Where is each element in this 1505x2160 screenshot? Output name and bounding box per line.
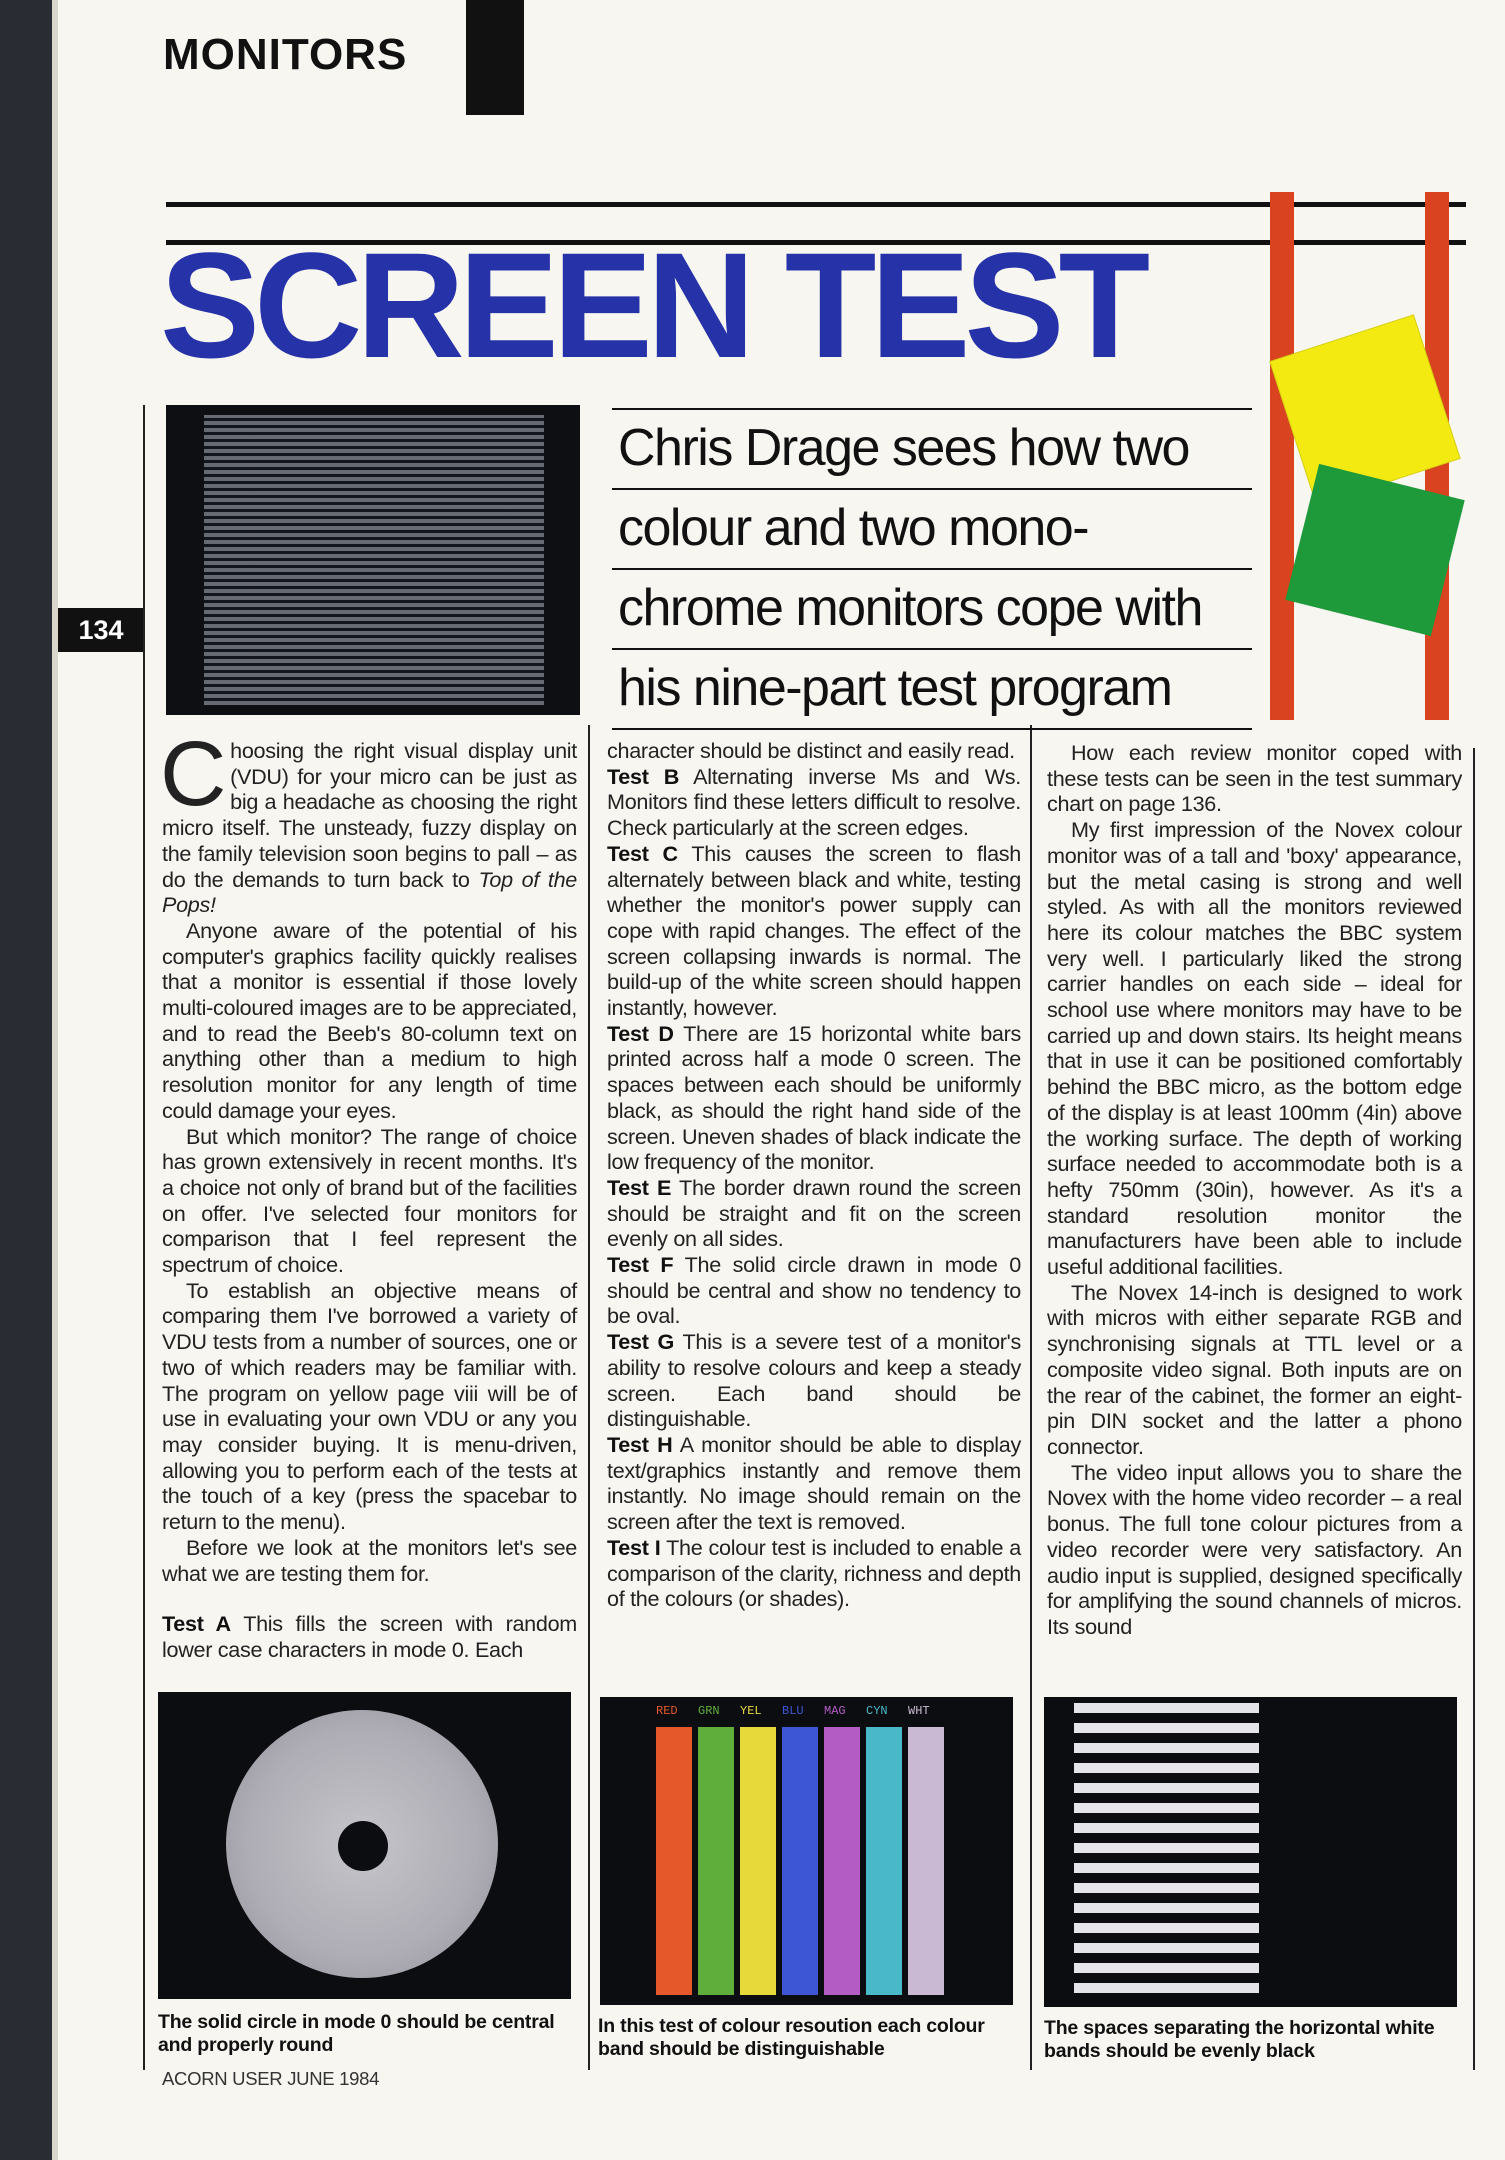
body-column-3 <box>1047 740 1462 1640</box>
test-paragraph <box>607 1021 1021 1175</box>
white-bar <box>1074 1763 1259 1773</box>
test-label: Test E <box>607 1174 672 1200</box>
test-text: This causes the screen to flash alternately between black and white, testing whether the monitor's power supply can cope with rapid changes. The effect of the screen collapsing inwards is normal. The build-up of the white screen should happen instantly, however. <box>607 840 1021 1021</box>
white-bar <box>1074 1883 1259 1893</box>
white-bar <box>1074 1823 1259 1833</box>
test-paragraph <box>607 1535 1021 1612</box>
white-bar <box>1074 1743 1259 1753</box>
white-bar <box>1074 1903 1259 1913</box>
colour-band <box>656 1727 692 1995</box>
body-paragraph: The Novex 14-inch is designed to work with micros with either separate RGB and synchronising signals at TTL level or a composite video signal. Both inputs are on the rear of the cabinet, the former an eight-pin DIN socket and the latter a phono connector. <box>1047 1279 1462 1459</box>
section-black-block <box>466 0 524 115</box>
test-text: The solid circle drawn in mode 0 should be central and show no tendency to be oval. <box>607 1252 1021 1329</box>
colour-band-label: GRN <box>698 1704 720 1718</box>
standfirst-line: Chris Drage sees how two <box>612 408 1252 488</box>
body-paragraph: To establish an objective means of comparing them I've borrowed a variety of VDU tests from a number of sources, one or two of which readers may be familiar with. The program on yellow page viii will be of use in evaluating your own VDU or any you may consider buying. It is menu-driven, allowing you to perform each of the tests at the touch of a key (press the spacebar to return to the menu). <box>162 1277 577 1535</box>
page-number: 134 <box>58 608 144 652</box>
test-label: Test D <box>607 1020 674 1046</box>
white-bar <box>1074 1863 1259 1873</box>
white-bar <box>1074 1983 1259 1993</box>
random-characters-display <box>204 415 544 705</box>
paragraph-gap <box>162 1586 577 1611</box>
white-bars-photo <box>1044 1697 1457 2007</box>
test-paragraph <box>607 1252 1021 1329</box>
italic-title: Top of the Pops! <box>162 866 578 918</box>
test-paragraph <box>607 841 1021 1021</box>
body-paragraph: The video input allows you to share the Novex with the home video recorder – a real bonus. The full tone colour pictures from a video recorder were very satisfactory. An audio input is supplied, designed specifically for amplifying the sound channels of micros. Its sound <box>1047 1459 1462 1639</box>
body-paragraph: Before we look at the monitors let's see what we are testing them for. <box>162 1534 577 1586</box>
test-text: The colour test is included to enable a comparison of the clarity, richness and depth of the colours (or shades). <box>607 1534 1021 1612</box>
paragraph-text: hoosing the right visual display unit (VDU) for your micro can be just as big a headache as choosing the right micro itself. The unsteady, fuzzy display on the family television soon begins to pall – as do the demands to turn back to <box>162 738 577 892</box>
article-title: SCREEN TEST <box>160 221 1145 389</box>
test-text: This is a severe test of a monitor's ability to resolve colours and keep a steady screen. Each band should be distinguishable. <box>607 1329 1022 1432</box>
colour-band <box>908 1727 944 1995</box>
colour-band <box>740 1727 776 1995</box>
colour-band-label: MAG <box>824 1704 846 1718</box>
colour-band <box>866 1727 902 1995</box>
column-rule-1 <box>588 725 590 2070</box>
drop-cap: C <box>160 723 227 825</box>
test-text: This fills the screen with random lower case characters in mode 0. Each <box>162 1611 577 1662</box>
colour-band-label: YEL <box>740 1704 762 1718</box>
white-bar <box>1074 1783 1259 1793</box>
photo-caption: In this test of colour resoution each colour band should be distinguishable <box>598 2015 985 2060</box>
body-paragraph: But which monitor? The range of choice has grown extensively in recent months. It's a choice not only of brand but of the facilities on offer. I've selected four monitors for comparison that I feel represent the spectrum of choice. <box>162 1123 577 1278</box>
test-paragraph <box>162 1611 577 1662</box>
white-bar <box>1074 1843 1259 1853</box>
body-paragraph: Anyone aware of the potential of his computer's graphics facility quickly realises that a monitor is essential if those lovely multi-coloured images are to be appreciated, and to read the Beeb's 80-column text on anything other than a medium to high resolution monitor for any length of time could damage your eyes. <box>162 917 577 1123</box>
test-label: Test H <box>607 1431 673 1457</box>
colour-band-label: RED <box>656 1704 678 1718</box>
column-rule-right <box>1473 748 1475 2070</box>
body-column-1 <box>160 723 578 1663</box>
red-bar-left <box>1270 192 1294 720</box>
test-text: Alternating inverse Ms and Ws. Monitors find these letters difficult to resolve. Check particularly at the screen edges. <box>607 763 1022 841</box>
test-label: Test I <box>607 1534 661 1560</box>
column-rule-2 <box>1030 725 1032 2070</box>
white-bar <box>1074 1723 1259 1733</box>
test-paragraph <box>607 1432 1021 1535</box>
standfirst-line: colour and two mono- <box>612 488 1252 568</box>
standfirst-line: his nine-part test program <box>612 648 1252 730</box>
test-text: The border drawn round the screen should be straight and fit on the screen evenly on all sides. <box>607 1174 1021 1252</box>
white-bar <box>1074 1943 1259 1953</box>
colour-bands-photo <box>600 1697 1013 2005</box>
test-label: Test A <box>162 1611 231 1637</box>
photo-caption: The spaces separating the horizontal white bands should be evenly black <box>1044 2017 1435 2062</box>
page-spine <box>0 0 52 2160</box>
test-paragraph <box>607 1329 1021 1432</box>
test-text: A monitor should be able to display text/graphics instantly and remove them instantly. No image should remain on the screen after the text is removed. <box>607 1431 1022 1535</box>
section-label: MONITORS <box>163 30 408 79</box>
colour-band <box>782 1727 818 1995</box>
intro-paragraph <box>160 723 578 918</box>
body-paragraph: How each review monitor coped with these tests can be seen in the test summary chart on page 136. <box>1047 740 1462 817</box>
white-bar <box>1074 1703 1259 1713</box>
column-rule-left <box>143 405 145 2070</box>
test-paragraph <box>607 1175 1021 1252</box>
circle-test-photo <box>158 1692 571 1999</box>
circle-centre-hole <box>338 1821 388 1871</box>
test-a-screen-photo <box>166 405 580 715</box>
photo-caption: The solid circle in mode 0 should be central and properly round <box>158 2011 555 2056</box>
colour-band-label: WHT <box>908 1704 930 1718</box>
test-label: Test F <box>607 1252 674 1278</box>
solid-circle-display <box>226 1710 498 1978</box>
magazine-footer: ACORN USER JUNE 1984 <box>162 2068 380 2089</box>
white-bar <box>1074 1803 1259 1813</box>
colour-band <box>824 1727 860 1995</box>
test-text: There are 15 horizontal white bars printed across half a mode 0 screen. The spaces between each should be uniformly black, as should the right hand side of the screen. Uneven shades of black indicate the low frequency of the monitor. <box>607 1020 1022 1175</box>
colour-band-label: BLU <box>782 1704 804 1718</box>
white-bar <box>1074 1923 1259 1933</box>
standfirst-line: chrome monitors cope with <box>612 568 1252 648</box>
test-label: Test G <box>607 1329 674 1355</box>
body-column-2 <box>607 738 1021 1612</box>
colour-band <box>698 1727 734 1995</box>
standfirst <box>612 408 1252 730</box>
white-bar <box>1074 1963 1259 1973</box>
colour-band-label: CYN <box>866 1704 888 1718</box>
test-label: Test B <box>607 763 680 789</box>
body-paragraph: character should be distinct and easily read. <box>607 738 1015 763</box>
page-spine-edge <box>52 0 58 2160</box>
test-paragraph <box>607 764 1021 841</box>
body-paragraph: My first impression of the Novex colour monitor was of a tall and 'boxy' appearance, but the metal casing is strong and well styled. As with all the monitors reviewed here its colour matches the BBC system very well. I particularly liked the strong carrier handles on each side – ideal for school use where monitors may have to be carried up and down stairs. Its height means that in use it can be positioned comfortably behind the BBC micro, as the bottom edge of the display is at least 100mm (4in) above the working surface. The depth of working surface needed to accommodate both is a hefty 750mm (30in), however. As it's a standard resolution monitor the manufacturers have been able to include useful additional facilities. <box>1047 817 1462 1280</box>
test-label: Test C <box>607 840 678 866</box>
